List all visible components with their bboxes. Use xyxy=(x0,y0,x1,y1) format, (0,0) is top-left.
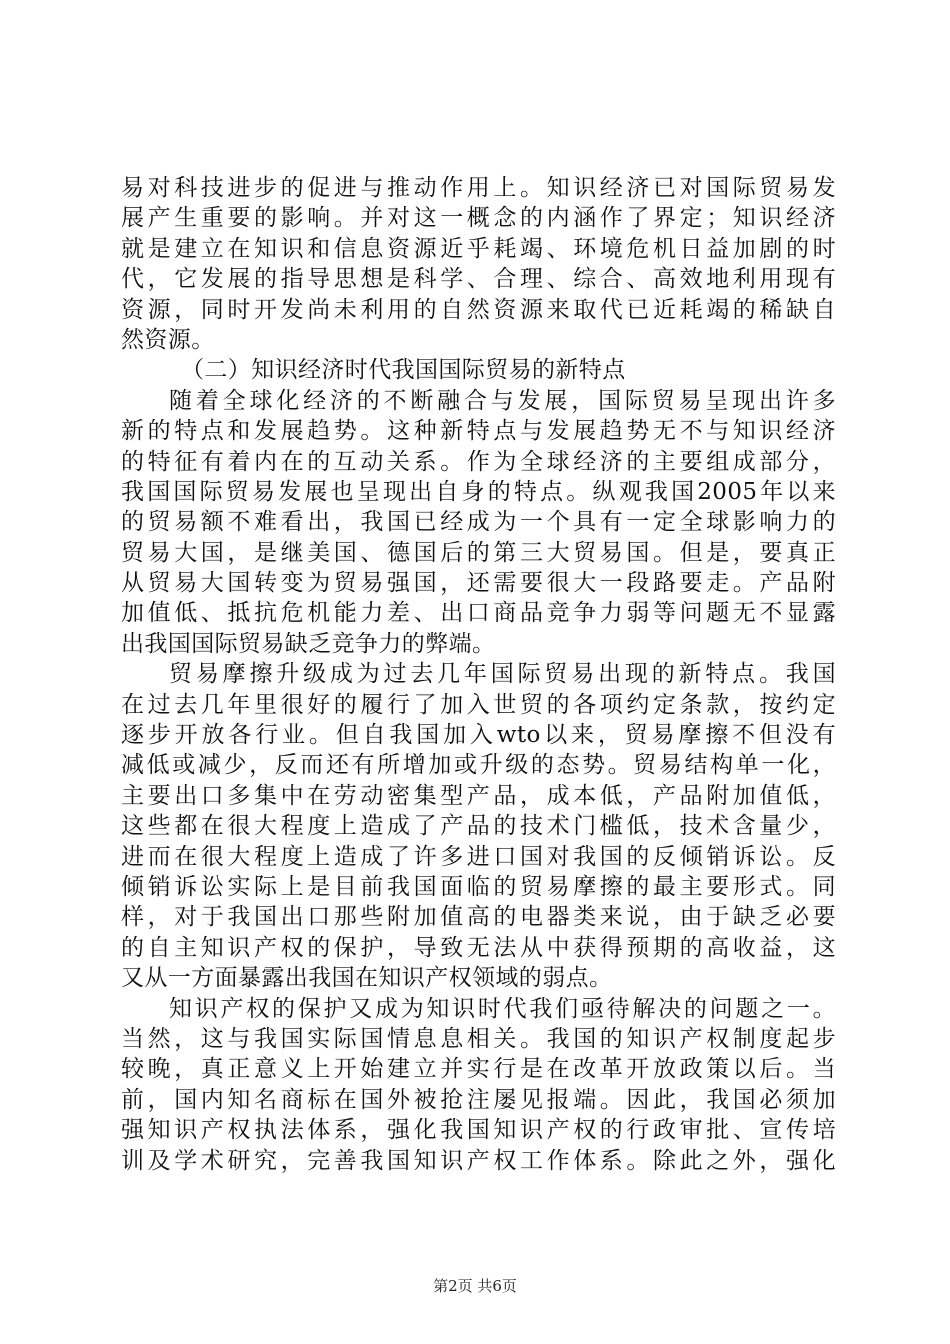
section-heading: （二）知识经济时代我国国际贸易的新特点 xyxy=(181,357,626,384)
text-line: 又从一方面暴露出我国在知识产权领域的弱点。 xyxy=(121,965,613,992)
text-line: 强知识产权执法体系，强化我国知识产权的行政审批、宣传培 xyxy=(121,1117,836,1144)
text-line: 贸易大国，是继美国、德国后的第三大贸易国。但是，要真正 xyxy=(121,539,836,566)
text-line: 前，国内知名商标在国外被抢注屡见报端。因此，我国必须加 xyxy=(121,1086,836,1113)
text-line: 然资源。 xyxy=(121,326,215,353)
text-line: 逐步开放各行业。但自我国加入wto以来，贸易摩擦不但没有 xyxy=(121,722,836,749)
text-line: 就是建立在知识和信息资源近乎耗竭、环境危机日益加剧的时 xyxy=(121,235,836,262)
text-line: 训及学术研究，完善我国知识产权工作体系。除此之外，强化 xyxy=(121,1147,836,1174)
text-line: 出我国国际贸易缺乏竞争力的弊端。 xyxy=(121,630,496,657)
text-line: 新的特点和发展趋势。这种新特点与发展趋势无不与知识经济 xyxy=(121,418,836,445)
text-line: 我国国际贸易发展也呈现出自身的特点。纵观我国2005年以来 xyxy=(121,478,836,505)
text-line: 的贸易额不难看出，我国已经成为一个具有一定全球影响力的 xyxy=(121,509,836,536)
text-line: 当然，这与我国实际国情息息相关。我国的知识产权制度起步 xyxy=(121,1025,836,1052)
text-line: 的特征有着内在的互动关系。作为全球经济的主要组成部分， xyxy=(121,448,836,475)
text-line: 进而在很大程度上造成了许多进口国对我国的反倾销诉讼。反 xyxy=(121,843,836,870)
text-line: 易对科技进步的促进与推动作用上。知识经济已对国际贸易发 xyxy=(121,175,836,201)
body-text xyxy=(121,173,836,1176)
text-line: 从贸易大国转变为贸易强国，还需要很大一段路要走。产品附 xyxy=(121,570,836,597)
text-line: 倾销诉讼实际上是目前我国面临的贸易摩擦的最主要形式。同 xyxy=(121,873,836,900)
paragraph-first-line: 随着全球化经济的不断融合与发展，国际贸易呈现出许多 xyxy=(169,387,836,414)
text-line: 的自主知识产权的保护，导致无法从中获得预期的高收益，这 xyxy=(121,934,836,961)
text-line: 减低或减少，反而还有所增加或升级的态势。贸易结构单一化， xyxy=(121,752,836,779)
paragraph-first-line: 知识产权的保护又成为知识时代我们亟待解决的问题之一。 xyxy=(169,995,836,1022)
text-line: 主要出口多集中在劳动密集型产品，成本低，产品附加值低， xyxy=(121,782,836,809)
text-line: 样，对于我国出口那些附加值高的电器类来说，由于缺乏必要 xyxy=(121,904,836,931)
text-line: 这些都在很大程度上造成了产品的技术门槛低，技术含量少， xyxy=(121,813,836,840)
text-line: 在过去几年里很好的履行了加入世贸的各项约定条款，按约定 xyxy=(121,691,836,718)
text-line: 展产生重要的影响。并对这一概念的内涵作了界定；知识经济 xyxy=(121,205,836,232)
page-number-footer: 第2页 共6页 xyxy=(433,1277,517,1295)
text-line: 代，它发展的指导思想是科学、合理、综合、高效地利用现有 xyxy=(121,266,836,293)
paragraph-first-line: 贸易摩擦升级成为过去几年国际贸易出现的新特点。我国 xyxy=(169,661,836,688)
text-line: 较晚，真正意义上开始建立并实行是在改革开放政策以后。当 xyxy=(121,1056,836,1083)
text-line: 资源，同时开发尚未利用的自然资源来取代已近耗竭的稀缺自 xyxy=(121,296,836,323)
text-line: 加值低、抵抗危机能力差、出口商品竞争力弱等问题无不显露 xyxy=(121,600,836,627)
